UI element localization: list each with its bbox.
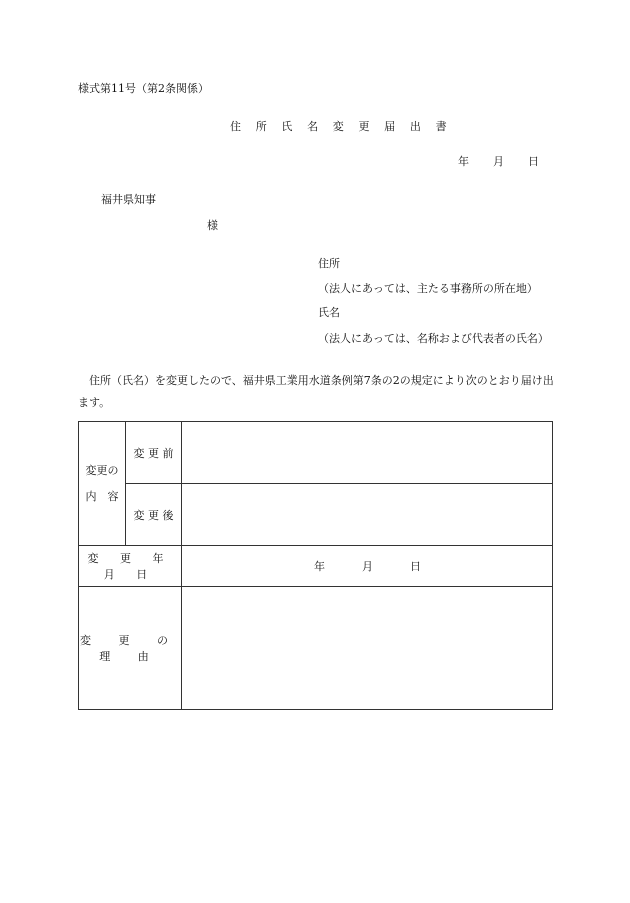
change-date-year: 年 xyxy=(314,560,325,573)
after-change-label: 変 更 後 xyxy=(126,484,182,546)
date-day-label: 日 xyxy=(528,155,539,168)
applicant-address-label: 住所 xyxy=(318,257,340,270)
declaration-text: 住所（氏名）を変更したので、福井県工業用水道条例第7条の2の規定により次のとおり届け出ます。 xyxy=(78,374,554,409)
change-date-month: 月 xyxy=(362,560,373,573)
form-number: 様式第11号（第2条関係） xyxy=(78,82,209,95)
addressee-honorific: 様 xyxy=(207,219,218,232)
document-title: 住 所 氏 名 変 更 届 出 書 xyxy=(230,120,453,133)
date-year-label: 年 xyxy=(458,155,469,168)
change-date-field[interactable] xyxy=(182,546,553,587)
change-date-label: 変 更 年 月 日 xyxy=(79,546,182,587)
change-reason-label: 変 更 の 理 由 xyxy=(79,587,182,710)
change-reason-field[interactable] xyxy=(182,587,553,710)
change-contents-label-line1: 変更の xyxy=(85,463,119,477)
change-details-table xyxy=(78,421,553,710)
change-contents-label xyxy=(79,422,126,546)
change-date-day: 日 xyxy=(410,560,421,573)
change-contents-label-line2: 内 容 xyxy=(85,489,119,503)
applicant-name-label: 氏名 xyxy=(318,306,340,319)
applicant-address-note: （法人にあっては、主たる事務所の所在地） xyxy=(318,282,538,295)
submission-date xyxy=(458,156,539,167)
before-change-label: 変 更 前 xyxy=(126,422,182,484)
applicant-name-note: （法人にあっては、名称および代表者の氏名） xyxy=(318,332,549,345)
addressee-name: 福井県知事 xyxy=(101,193,156,206)
after-change-field[interactable] xyxy=(182,484,553,546)
before-change-field[interactable] xyxy=(182,422,553,484)
date-month-label: 月 xyxy=(493,155,504,168)
